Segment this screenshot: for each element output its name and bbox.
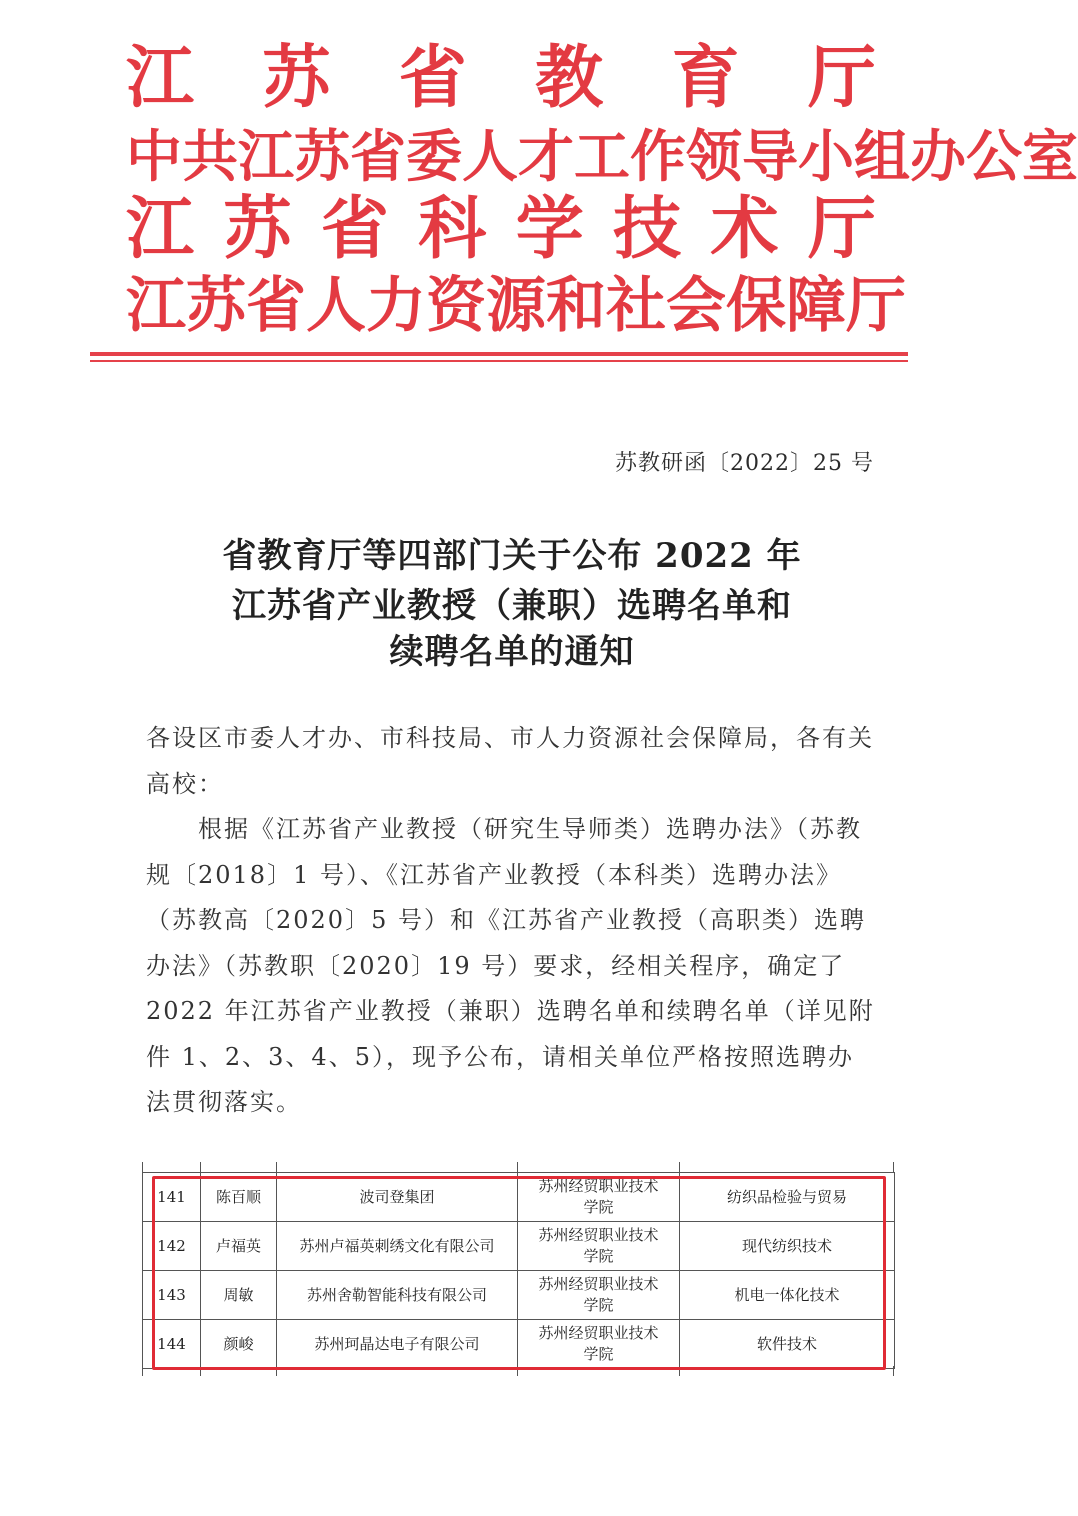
letterhead-line-talent-office: [126, 125, 1078, 190]
table-cell-major: 机电一体化技术: [680, 1271, 895, 1320]
body-paragraph: 根据《江苏省产业教授（研究生导师类）选聘办法》（苏教规〔2018〕1 号）、《江苏省产业教授（本科类）选聘办法》（苏教高〔2020〕5 号）和《江苏省产业教授（高职类）选聘办法》（苏教职〔2020〕19 号）要求，经相关程序，确定了 2022 年江苏省产业教授（兼职）选聘名单和续聘名单（详见附件 1、2、3、4、5），现予公布，请相关单位严格按照选聘办法贯彻落实。: [146, 815, 875, 1116]
letterhead-char: 人: [462, 125, 518, 190]
table-cell-name: 周敏: [201, 1271, 277, 1320]
letterhead-char: 科: [418, 190, 487, 269]
table-cell-school: 苏州经贸职业技术学院: [518, 1271, 680, 1320]
table-cell-school: 苏州经贸职业技术学院: [518, 1173, 680, 1222]
letterhead-char: 室: [1022, 125, 1078, 190]
highlight-box: [152, 1176, 886, 1370]
letterhead-char: 障: [786, 271, 846, 341]
letterhead-char: 育: [671, 39, 740, 118]
letterhead-char: 共: [182, 125, 238, 190]
letterhead-rule-thick: [90, 352, 908, 356]
letterhead-char: 江: [238, 125, 294, 190]
table-cell-company: 波司登集团: [277, 1173, 518, 1222]
letterhead-line-hr-dept: [126, 271, 906, 341]
letterhead-line3-chars: [126, 190, 876, 269]
letterhead-char: 苏: [262, 39, 331, 118]
letterhead-char: 学: [515, 190, 584, 269]
letterhead-char: 人: [306, 271, 366, 341]
letterhead-line4-chars: [126, 271, 906, 341]
letterhead-char: 会: [666, 271, 726, 341]
letterhead-char: 技: [613, 190, 682, 269]
table-edge-line: [276, 1162, 277, 1172]
letterhead-char: 中: [126, 125, 182, 190]
letterhead-char: 源: [486, 271, 546, 341]
letterhead-char: 导: [742, 125, 798, 190]
letterhead-line-education-dept: [126, 39, 876, 118]
table-cell-major: 纺织品检验与贸易: [680, 1173, 895, 1222]
letterhead-char: 公: [966, 125, 1022, 190]
table-cell-major: 软件技术: [680, 1320, 895, 1369]
table-cell-school: 苏州经贸职业技术学院: [518, 1222, 680, 1271]
table-cell-no: 141: [143, 1173, 201, 1222]
table-cell-name: 陈百顺: [201, 1173, 277, 1222]
letterhead-line-science-dept: [126, 190, 876, 269]
letterhead-char: 工: [574, 125, 630, 190]
letterhead-char: 教: [535, 39, 604, 118]
table-cell-company: 苏州舍勒智能科技有限公司: [277, 1271, 518, 1320]
table-cell-no: 144: [143, 1320, 201, 1369]
table-cell-company: 苏州珂晶达电子有限公司: [277, 1320, 518, 1369]
letterhead-char: 江: [126, 271, 186, 341]
letterhead-char: 江: [126, 190, 195, 269]
table-edge-line: [679, 1162, 680, 1172]
table-cell-no: 143: [143, 1271, 201, 1320]
letterhead-char: 省: [320, 190, 389, 269]
table-edge-line: [517, 1162, 518, 1172]
document-number: 苏教研函〔2022〕25 号: [615, 451, 874, 476]
letterhead-char: 术: [710, 190, 779, 269]
letterhead-char: 苏: [294, 125, 350, 190]
title-line-2: 江苏省产业教授（兼职）选聘名单和: [232, 586, 792, 626]
table-edge-line: [142, 1162, 143, 1172]
letterhead-char: 办: [910, 125, 966, 190]
letterhead-char: 资: [426, 271, 486, 341]
letterhead-char: 和: [546, 271, 606, 341]
letterhead-rule-thin: [90, 360, 908, 362]
letterhead-char: 力: [366, 271, 426, 341]
letterhead-char: 省: [246, 271, 306, 341]
letterhead-char: 才: [518, 125, 574, 190]
letterhead-char: 社: [606, 271, 666, 341]
letterhead-char: 保: [726, 271, 786, 341]
letterhead-char: 领: [686, 125, 742, 190]
letterhead-char: 组: [854, 125, 910, 190]
title-line-3: 续聘名单的通知: [389, 632, 635, 672]
title-line-1: 省教育厅等四部门关于公布 2022 年: [222, 536, 802, 576]
letterhead-line2-chars: [126, 125, 1078, 190]
table-edge-line: [200, 1162, 201, 1172]
table-edge-line: [893, 1162, 894, 1172]
table-cell-no: 142: [143, 1222, 201, 1271]
letterhead-char: 作: [630, 125, 686, 190]
table-cell-name: 颜峻: [201, 1320, 277, 1369]
salutation: 各设区市委人才办、市科技局、市人力资源社会保障局，各有关高校：: [146, 724, 874, 798]
letterhead-line1-chars: [126, 39, 876, 118]
letterhead-char: 苏: [223, 190, 292, 269]
letterhead-char: 厅: [846, 271, 906, 341]
table-cell-company: 苏州卢福英刺绣文化有限公司: [277, 1222, 518, 1271]
letterhead-char: 委: [406, 125, 462, 190]
letterhead-char: 厅: [807, 190, 876, 269]
letterhead-char: 省: [398, 39, 467, 118]
table-cell-major: 现代纺织技术: [680, 1222, 895, 1271]
letterhead-char: 苏: [186, 271, 246, 341]
letterhead-char: 厅: [807, 39, 876, 118]
table-cell-school: 苏州经贸职业技术学院: [518, 1320, 680, 1369]
letterhead-char: 江: [126, 39, 195, 118]
letterhead-char: 省: [350, 125, 406, 190]
letterhead-char: 小: [798, 125, 854, 190]
table-cell-name: 卢福英: [201, 1222, 277, 1271]
